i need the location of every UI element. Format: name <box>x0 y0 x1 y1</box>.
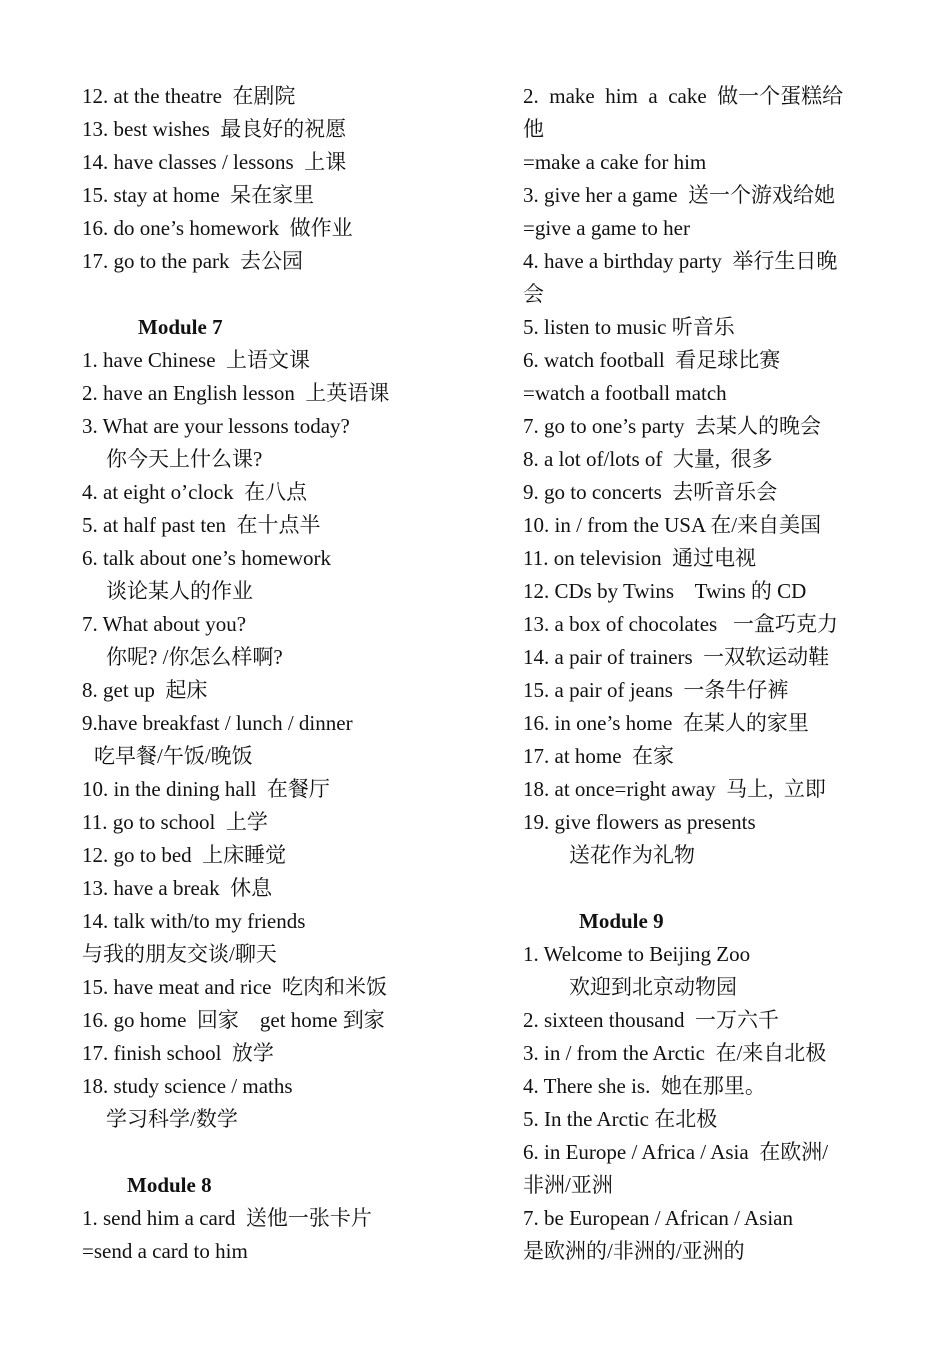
spacer <box>82 1136 482 1169</box>
list-item: =give a game to her <box>523 216 690 240</box>
list-item: 14. talk with/to my friends <box>82 909 306 933</box>
list-item: 5. listen to music 听音乐 <box>523 315 735 339</box>
list-item: 1. Welcome to Beijing Zoo <box>523 942 751 966</box>
list-item: 10. in the dining hall 在餐厅 <box>82 777 330 801</box>
list-item: 12. go to bed 上床睡觉 <box>82 843 287 867</box>
list-item: 9.have breakfast / lunch / dinner <box>82 711 353 735</box>
list-item: 7. go to one’s party 去某人的晚会 <box>523 414 822 438</box>
list-item-translation: 欢迎到北京动物园 <box>569 975 737 999</box>
spacer <box>523 872 873 905</box>
list-item: 11. on television 通过电视 <box>523 546 757 570</box>
list-item-wrap: 他 <box>523 117 544 141</box>
list-item: 5. In the Arctic 在北极 <box>523 1107 718 1131</box>
list-item: 6. in Europe / Africa / Asia 在欧洲/ <box>523 1140 829 1164</box>
list-item-wrap: 会 <box>523 282 544 306</box>
module-8-heading: Module 8 <box>127 1173 212 1197</box>
list-item-translation: 你今天上什么课? <box>106 447 263 471</box>
right-column <box>523 80 873 1268</box>
list-item: 2. make him a cake 做一个蛋糕给 <box>523 84 844 108</box>
list-item: 4. have a birthday party 举行生日晚 <box>523 249 838 273</box>
list-item-translation: 与我的朋友交谈/聊天 <box>82 942 277 966</box>
list-item: 15. have meat and rice 吃肉和米饭 <box>82 975 387 999</box>
list-item: 18. study science / maths <box>82 1074 293 1098</box>
list-item: 17. finish school 放学 <box>82 1041 274 1065</box>
list-item: 15. stay at home 呆在家里 <box>82 183 315 207</box>
list-item: 7. What about you? <box>82 612 247 636</box>
list-item-translation: 谈论某人的作业 <box>106 579 253 603</box>
list-item: 1. send him a card 送他一张卡片 <box>82 1206 372 1230</box>
list-item: =make a cake for him <box>523 150 707 174</box>
left-column <box>82 80 482 1268</box>
list-item: 8. a lot of/lots of 大量, 很多 <box>523 447 773 471</box>
list-item: 13. a box of chocolates 一盒巧克力 <box>523 612 838 636</box>
list-item: 18. at once=right away 马上, 立即 <box>523 777 826 801</box>
list-item: 7. be European / African / Asian <box>523 1206 794 1230</box>
list-item: 1. have Chinese 上语文课 <box>82 348 311 372</box>
list-item: 13. best wishes 最良好的祝愿 <box>82 117 347 141</box>
list-item: 5. at half past ten 在十点半 <box>82 513 321 537</box>
list-item: 4. at eight o’clock 在八点 <box>82 480 308 504</box>
spacer <box>82 278 482 311</box>
list-item-translation: 学习科学/数学 <box>106 1107 238 1131</box>
list-item-translation: 是欧洲的/非洲的/亚洲的 <box>523 1239 745 1263</box>
list-item: 9. go to concerts 去听音乐会 <box>523 480 778 504</box>
list-item: 8. get up 起床 <box>82 678 208 702</box>
list-item-translation: 送花作为礼物 <box>569 843 695 867</box>
list-item: 3. in / from the Arctic 在/来自北极 <box>523 1041 827 1065</box>
list-item-translation: 吃早餐/午饭/晚饭 <box>94 744 253 768</box>
list-item: 12. CDs by Twins Twins 的 CD <box>523 579 807 603</box>
list-item: 4. There she is. 她在那里。 <box>523 1074 766 1098</box>
list-item-translation: 你呢? /你怎么样啊? <box>106 645 283 669</box>
list-item: 3. give her a game 送一个游戏给她 <box>523 183 836 207</box>
module-7-heading: Module 7 <box>138 315 223 339</box>
list-item: 12. at the theatre 在剧院 <box>82 84 296 108</box>
module-9-heading: Module 9 <box>579 909 664 933</box>
list-item: 16. in one’s home 在某人的家里 <box>523 711 809 735</box>
list-item: 17. at home 在家 <box>523 744 675 768</box>
list-item: 15. a pair of jeans 一条牛仔裤 <box>523 678 789 702</box>
list-item-wrap: 非洲/亚洲 <box>523 1173 613 1197</box>
list-item: 6. watch football 看足球比赛 <box>523 348 781 372</box>
list-item: 14. have classes / lessons 上课 <box>82 150 347 174</box>
list-item: 19. give flowers as presents <box>523 810 756 834</box>
list-item: 16. go home 回家 get home 到家 <box>82 1008 385 1032</box>
list-item: 14. a pair of trainers 一双软运动鞋 <box>523 645 830 669</box>
list-item: =watch a football match <box>523 381 727 405</box>
list-item: 16. do one’s homework 做作业 <box>82 216 353 240</box>
list-item: 10. in / from the USA 在/来自美国 <box>523 513 822 537</box>
list-item: 2. sixteen thousand 一万六千 <box>523 1008 780 1032</box>
list-item: 2. have an English lesson 上英语课 <box>82 381 390 405</box>
list-item: 3. What are your lessons today? <box>82 414 350 438</box>
list-item: 13. have a break 休息 <box>82 876 273 900</box>
list-item: =send a card to him <box>82 1239 248 1263</box>
list-item: 6. talk about one’s homework <box>82 546 332 570</box>
list-item: 11. go to school 上学 <box>82 810 268 834</box>
list-item: 17. go to the park 去公园 <box>82 249 304 273</box>
